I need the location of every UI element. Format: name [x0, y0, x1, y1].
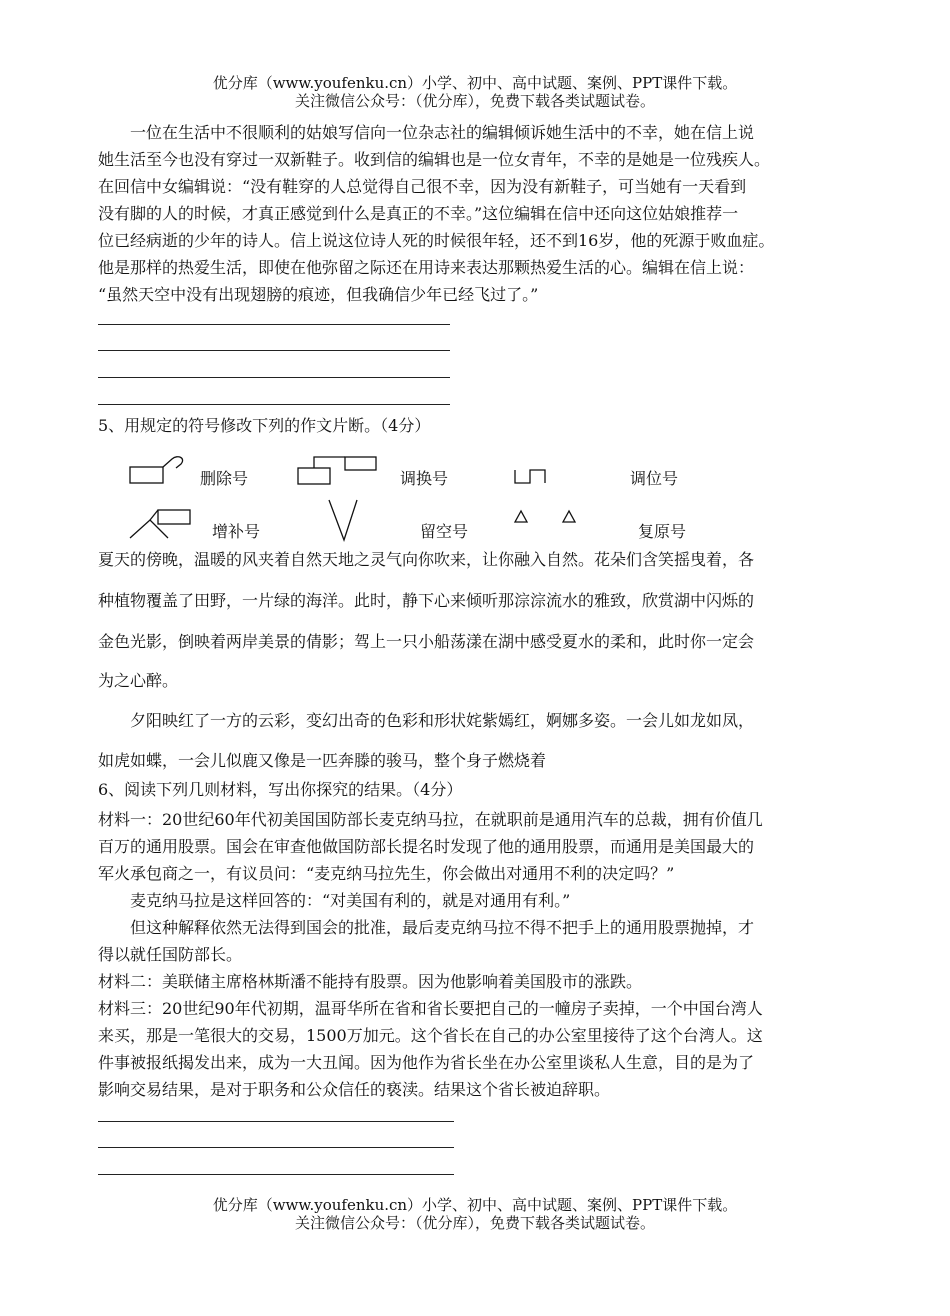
passage-line: “虽然天空中没有出现翅膀的痕迹，但我确信少年已经飞过了。” — [98, 285, 539, 304]
footer-line-2: 关注微信公众号：（优分库），免费下载各类试题试卷。 — [294, 1214, 655, 1232]
passage-line: 一位在生活中不很顺利的姑娘写信向一位杂志社的编辑倾诉她生活中的不幸，她在信上说 — [98, 123, 755, 142]
q6-line: 百万的通用股票。国会在审查他做国防部长提名时发现了他的通用股票，而通用是美国最大的 — [98, 837, 755, 856]
q6-line: 军火承包商之一，有议员问：“麦克纳马拉先生，你会做出对通用不利的决定吗？” — [98, 864, 675, 883]
footer-line-1: 优分库（www.youfenku.cn）小学、初中、高中试题、案例、PPT课件下载。 — [212, 1196, 738, 1214]
restore-mark-icon — [515, 511, 575, 522]
q5-paragraph-line: 夏天的傍晚，温暖的风夹着自然天地之灵气向你吹来，让你融入自然。花朵们含笑摇曳着，各 — [98, 550, 755, 569]
passage-line: 他是那样的热爱生活，即使在他弥留之际还在用诗来表达那颗热爱生活的心。编辑在信上说： — [98, 258, 755, 277]
delete-mark-label: 删除号 — [200, 469, 249, 488]
reposition-mark-icon — [515, 470, 545, 483]
passage-line: 在回信中女编辑说：“没有鞋穿的人总觉得自己很不幸，因为没有新鞋子，可当她有一天看到 — [98, 177, 747, 196]
q5-title: 5、用规定的符号修改下列的作文片断。（4分） — [98, 416, 431, 435]
q6-line: 但这种解释依然无法得到国会的批准，最后麦克纳马拉不得不把手上的通用股票抛掉，才 — [98, 918, 755, 937]
q5-paragraph-line: 如虎如蝶，一会儿似鹿又像是一匹奔滕的骏马，整个身子燃烧着 — [98, 751, 547, 770]
passage-line: 她生活至今也没有穿过一双新鞋子。收到信的编辑也是一位女青年，不幸的是她是一位残疾人。 — [98, 150, 771, 169]
swap-mark-label: 调换号 — [400, 469, 449, 488]
q6-line: 材料三：20世纪90年代初期，温哥华所在省和省长要把自己的一幢房子卖掉，一个中国台湾人 — [98, 999, 763, 1018]
answer-line[interactable] — [98, 1147, 454, 1148]
passage-line: 没有脚的人的时候，才真正感觉到什么是真正的不幸。”这位编辑在信中还向这位姑娘推荐一 — [98, 204, 739, 223]
q6-line: 得以就任国防部长。 — [98, 945, 243, 964]
restore-mark-label: 复原号 — [638, 522, 687, 541]
insert-mark-icon — [130, 510, 190, 538]
delete-mark-icon — [130, 457, 183, 483]
answer-line[interactable] — [98, 1121, 454, 1122]
space-mark-icon — [329, 500, 357, 540]
q5-paragraph-line: 夕阳映红了一方的云彩，变幻出奇的色彩和形状姹紫嫣红，婀娜多姿。一会儿如龙如凤， — [98, 711, 755, 730]
answer-line[interactable] — [98, 1174, 454, 1175]
q5-paragraph-line: 种植物覆盖了田野，一片绿的海洋。此时，静下心来倾听那淙淙流水的雅致，欣赏湖中闪烁的 — [98, 591, 755, 610]
header-line-2: 关注微信公众号：（优分库），免费下载各类试题试卷。 — [294, 92, 655, 110]
header-line-1: 优分库（www.youfenku.cn）小学、初中、高中试题、案例、PPT课件下载。 — [212, 74, 738, 92]
q6-line: 麦克纳马拉是这样回答的：“对美国有利的，就是对通用有利。” — [98, 891, 571, 910]
answer-line[interactable] — [98, 377, 450, 378]
q6-line: 材料一：20世纪60年代初美国国防部长麦克纳马拉，在就职前是通用汽车的总裁，拥有价值几 — [98, 810, 763, 829]
q6-title: 6、阅读下列几则材料，写出你探究的结果。（4分） — [98, 780, 463, 799]
q6-line: 材料二：美联储主席格林斯潘不能持有股票。因为他影响着美国股市的涨跌。 — [98, 972, 643, 991]
q5-paragraph-line: 为之心醉。 — [98, 671, 179, 690]
reposition-mark-label: 调位号 — [630, 469, 679, 488]
q6-line: 来买，那是一笔很大的交易，1500万加元。这个省长在自己的办公室里接待了这个台湾人。这 — [98, 1026, 763, 1045]
q6-line: 影响交易结果，是对于职务和公众信任的亵渎。结果这个省长被迫辞职。 — [98, 1080, 611, 1099]
answer-line[interactable] — [98, 350, 450, 351]
swap-mark-icon — [298, 457, 376, 484]
insert-mark-label: 增补号 — [212, 522, 261, 541]
space-mark-label: 留空号 — [420, 522, 469, 541]
answer-line[interactable] — [98, 324, 450, 325]
answer-line[interactable] — [98, 404, 450, 405]
q5-paragraph-line: 金色光影，倒映着两岸美景的倩影；驾上一只小船荡漾在湖中感受夏水的柔和，此时你一定会 — [98, 632, 755, 651]
passage-line: 位已经病逝的少年的诗人。信上说这位诗人死的时候很年轻，还不到16岁，他的死源于败血症。 — [98, 231, 775, 250]
q6-line: 件事被报纸揭发出来，成为一大丑闻。因为他作为省长坐在办公室里谈私人生意，目的是为了 — [98, 1053, 755, 1072]
